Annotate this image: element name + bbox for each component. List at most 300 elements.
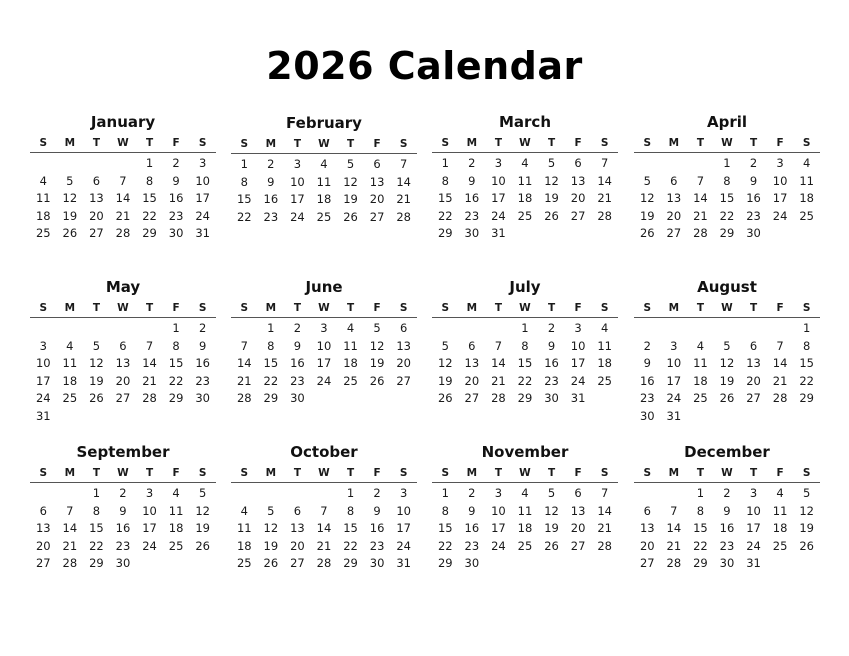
day-cell: 26 (639, 226, 655, 241)
day-cell (512, 225, 539, 243)
day-cell: 25 (343, 373, 358, 388)
day-cell: 21 (142, 373, 157, 388)
day-cell: 23 (168, 208, 184, 223)
weekday-header: F (574, 302, 582, 314)
day-cell: 21 (115, 208, 131, 223)
day-cell: 30 (719, 556, 735, 571)
day-cell: 10 (772, 173, 788, 188)
day-cell: 19 (799, 521, 814, 536)
day-cell: 23 (290, 373, 305, 388)
day-cell: 9 (373, 503, 381, 518)
day-cell: 23 (544, 373, 559, 388)
day-cell: 16 (168, 191, 184, 206)
day-cell: 10 (491, 173, 506, 188)
month-april (634, 112, 820, 243)
weekday-header: M (668, 467, 680, 479)
day-cell (767, 408, 794, 426)
week-row (30, 373, 216, 391)
day-cell: 28 (597, 208, 612, 223)
day-cell: 29 (89, 556, 104, 571)
day-cell: 26 (62, 226, 78, 241)
day-cell: 23 (464, 538, 480, 553)
day-cell: 9 (468, 173, 476, 188)
day-cell: 1 (172, 321, 180, 335)
day-cell: 28 (236, 391, 252, 406)
week-row (432, 225, 618, 243)
day-cell: 12 (343, 174, 358, 189)
day-cell: 21 (491, 373, 506, 388)
day-cell: 3 (293, 157, 302, 171)
day-cell: 28 (597, 538, 612, 553)
week-row (634, 225, 820, 243)
day-cell: 14 (597, 503, 612, 518)
weekday-header: T (346, 138, 355, 150)
day-cell: 20 (666, 208, 682, 223)
day-cell: 20 (115, 373, 131, 388)
day-cell (57, 408, 84, 426)
weekday-header: M (466, 137, 478, 149)
weekday-header: M (64, 302, 76, 314)
week-row (231, 373, 417, 391)
day-cell: 1 (240, 157, 248, 171)
day-cell: 2 (468, 486, 476, 500)
day-cell: 29 (343, 556, 358, 571)
week-row (231, 320, 417, 338)
day-cell: 28 (396, 209, 411, 224)
day-cell: 18 (799, 191, 814, 206)
day-cell: 2 (172, 156, 180, 170)
day-cell: 9 (119, 503, 127, 518)
day-cell (565, 225, 592, 243)
day-cell (30, 485, 57, 503)
day-cell: 3 (494, 156, 503, 170)
day-cell: 25 (597, 373, 612, 388)
day-cell: 15 (799, 356, 814, 371)
day-cell: 4 (240, 503, 248, 518)
day-cell (110, 408, 137, 426)
day-cell: 24 (195, 208, 210, 223)
day-cell (136, 320, 163, 338)
weekday-header: T (696, 137, 704, 149)
weekday-header: W (519, 137, 531, 149)
day-cell: 8 (240, 174, 248, 189)
day-cell (432, 320, 459, 338)
day-cell: 12 (89, 356, 104, 371)
day-cell (83, 155, 110, 173)
weekday-header: S (643, 467, 652, 479)
day-cell: 6 (373, 157, 381, 171)
day-cell (714, 408, 741, 426)
day-cell: 17 (570, 356, 586, 371)
day-cell: 30 (544, 391, 559, 406)
weekday-header-row (30, 134, 216, 153)
day-cell: 18 (343, 356, 358, 371)
week-row (432, 338, 618, 356)
day-cell: 22 (343, 538, 358, 553)
day-cell: 15 (236, 192, 252, 207)
weekday-header: T (92, 467, 100, 479)
weekday-header: W (721, 137, 733, 149)
day-cell: 5 (547, 486, 556, 500)
day-cell: 29 (437, 556, 453, 571)
day-cell (189, 408, 216, 426)
day-cell: 8 (267, 338, 275, 353)
day-cell: 13 (396, 338, 411, 353)
day-cell: 2 (373, 486, 381, 500)
week-row (432, 355, 618, 373)
week-row (30, 555, 216, 573)
weekday-header: S (399, 138, 408, 150)
day-cell: 14 (396, 174, 411, 189)
day-cell: 29 (719, 226, 735, 241)
day-cell: 9 (198, 338, 207, 353)
day-cell: 2 (119, 486, 127, 500)
day-cell: 5 (66, 173, 74, 188)
week-row (432, 538, 618, 556)
weekday-header: M (466, 467, 478, 479)
day-cell: 6 (39, 503, 47, 518)
day-cell: 20 (89, 208, 104, 223)
week-row (30, 190, 216, 208)
day-cell: 21 (772, 373, 788, 388)
day-cell: 25 (168, 538, 184, 553)
day-cell: 4 (802, 156, 811, 170)
day-cell: 23 (746, 208, 761, 223)
week-row (231, 191, 417, 209)
weekday-header: S (399, 302, 408, 314)
week-row (634, 373, 820, 391)
day-cell: 25 (316, 209, 332, 224)
day-cell (485, 555, 512, 573)
day-cell: 17 (746, 521, 761, 536)
day-cell: 19 (544, 191, 559, 206)
weekday-header-row (634, 299, 820, 318)
day-cell: 15 (437, 521, 453, 536)
weekday-header: F (172, 302, 180, 314)
weeks (432, 483, 618, 573)
week-row (30, 390, 216, 408)
day-cell: 7 (696, 173, 705, 188)
day-cell: 21 (316, 538, 332, 553)
day-cell (231, 320, 258, 338)
day-cell: 15 (168, 356, 184, 371)
day-cell: 27 (115, 391, 131, 406)
day-cell (57, 155, 84, 173)
day-cell: 5 (723, 338, 731, 353)
day-cell: 8 (441, 173, 449, 188)
day-cell: 2 (723, 486, 731, 500)
day-cell: 8 (802, 338, 811, 353)
day-cell: 28 (142, 391, 157, 406)
weekday-header: F (776, 467, 784, 479)
weekday-header-row (231, 135, 417, 154)
day-cell: 16 (369, 521, 385, 536)
day-cell: 14 (316, 521, 332, 536)
day-cell: 14 (62, 521, 78, 536)
day-cell: 25 (693, 391, 708, 406)
month-name: September (76, 443, 170, 461)
week-row (634, 408, 820, 426)
day-cell: 11 (517, 173, 533, 188)
week-row (634, 155, 820, 173)
day-cell: 7 (670, 503, 678, 518)
day-cell: 4 (66, 338, 74, 353)
day-cell: 6 (670, 173, 678, 188)
day-cell: 8 (346, 503, 355, 518)
day-cell: 16 (746, 191, 761, 206)
week-row (30, 320, 216, 338)
day-cell: 14 (491, 356, 506, 371)
day-cell: 9 (267, 174, 275, 189)
day-cell: 4 (39, 173, 47, 188)
day-cell: 21 (666, 538, 682, 553)
weekday-header: T (92, 302, 100, 314)
week-row (231, 355, 417, 373)
day-cell: 6 (399, 321, 408, 335)
day-cell: 22 (142, 208, 157, 223)
day-cell: 26 (263, 556, 279, 571)
day-cell (30, 155, 57, 173)
weekday-header: W (117, 467, 129, 479)
day-cell: 16 (639, 373, 655, 388)
day-cell: 4 (346, 321, 355, 335)
week-row (231, 538, 417, 556)
day-cell: 25 (35, 226, 51, 241)
day-cell: 11 (35, 191, 51, 206)
day-cell: 15 (263, 356, 279, 371)
day-cell: 30 (464, 226, 480, 241)
day-cell: 29 (517, 391, 533, 406)
day-cell: 26 (437, 391, 453, 406)
day-cell: 28 (693, 226, 708, 241)
day-cell (485, 320, 512, 338)
day-cell: 3 (145, 486, 154, 500)
day-cell (767, 320, 794, 338)
day-cell: 12 (544, 503, 559, 518)
day-cell: 5 (547, 156, 556, 170)
day-cell: 29 (437, 226, 453, 241)
day-cell: 18 (693, 373, 708, 388)
weekday-header: W (721, 302, 733, 314)
month-october (231, 442, 417, 573)
weekday-header: M (668, 302, 680, 314)
day-cell (793, 555, 820, 573)
day-cell: 1 (92, 486, 101, 500)
weekday-header: S (240, 302, 249, 314)
weekday-header: T (145, 137, 154, 149)
weekday-header: T (696, 302, 704, 314)
day-cell: 17 (142, 521, 157, 536)
day-cell: 20 (746, 373, 761, 388)
day-cell: 27 (639, 556, 655, 571)
day-cell: 16 (263, 192, 279, 207)
day-cell: 1 (696, 486, 705, 500)
day-cell: 19 (719, 373, 735, 388)
weekday-header: T (494, 137, 502, 149)
day-cell: 21 (396, 192, 411, 207)
day-cell: 11 (236, 521, 252, 536)
day-cell: 24 (570, 373, 586, 388)
day-cell: 22 (517, 373, 533, 388)
weekday-header: T (494, 302, 502, 314)
day-cell: 11 (597, 338, 612, 353)
weekday-header: F (373, 467, 381, 479)
day-cell: 16 (290, 356, 305, 371)
week-row (634, 390, 820, 408)
day-cell (57, 485, 84, 503)
day-cell (110, 155, 137, 173)
day-cell (30, 320, 57, 338)
week-row (634, 320, 820, 338)
weekday-header: S (198, 467, 207, 479)
weekday-header-row (30, 464, 216, 483)
day-cell: 31 (666, 408, 682, 423)
day-cell: 19 (343, 192, 358, 207)
week-row (30, 208, 216, 226)
day-cell: 4 (521, 486, 529, 500)
day-cell: 19 (437, 373, 453, 388)
day-cell: 27 (369, 209, 385, 224)
day-cell (565, 555, 592, 573)
day-cell: 11 (316, 174, 332, 189)
day-cell: 3 (494, 486, 503, 500)
weekday-header: M (265, 302, 277, 314)
day-cell: 1 (521, 321, 529, 335)
day-cell: 3 (198, 156, 207, 170)
day-cell (634, 320, 661, 338)
weekday-header: F (776, 137, 784, 149)
day-cell: 12 (263, 521, 279, 536)
day-cell: 28 (491, 391, 506, 406)
day-cell: 5 (373, 321, 381, 335)
day-cell: 20 (369, 192, 385, 207)
day-cell: 15 (517, 356, 533, 371)
weekday-header: F (776, 302, 784, 314)
weekday-header: W (117, 302, 129, 314)
month-name: December (684, 443, 770, 461)
day-cell (337, 390, 364, 408)
day-cell: 10 (142, 503, 157, 518)
week-row (634, 338, 820, 356)
day-cell: 22 (263, 373, 279, 388)
week-row (634, 190, 820, 208)
day-cell: 8 (145, 173, 154, 188)
month-september (30, 442, 216, 573)
week-row (30, 225, 216, 243)
day-cell: 13 (290, 521, 305, 536)
day-cell (258, 485, 285, 503)
day-cell: 27 (89, 226, 104, 241)
day-cell (364, 390, 391, 408)
weekday-header: W (519, 467, 531, 479)
weeks (634, 153, 820, 243)
weekday-header: F (172, 467, 180, 479)
day-cell (163, 555, 190, 573)
month-july (432, 277, 618, 408)
day-cell: 23 (719, 538, 735, 553)
day-cell: 1 (441, 156, 449, 170)
day-cell (661, 320, 688, 338)
day-cell (136, 408, 163, 426)
day-cell: 2 (293, 321, 302, 335)
day-cell: 11 (693, 356, 708, 371)
weeks (231, 483, 417, 573)
day-cell: 11 (799, 173, 814, 188)
day-cell: 13 (570, 173, 586, 188)
weekday-header: S (441, 302, 450, 314)
week-row (634, 538, 820, 556)
month-name: August (697, 278, 757, 296)
week-row (432, 320, 618, 338)
day-cell: 7 (320, 503, 328, 518)
day-cell: 27 (570, 208, 586, 223)
month-name: November (481, 443, 569, 461)
day-cell: 8 (696, 503, 705, 518)
weekday-header: M (265, 467, 277, 479)
day-cell: 2 (468, 156, 476, 170)
day-cell: 22 (437, 208, 453, 223)
month-name: May (105, 278, 141, 296)
day-cell: 26 (544, 208, 559, 223)
weekday-header: T (749, 467, 758, 479)
weekday-header: T (145, 467, 154, 479)
weeks (432, 153, 618, 243)
day-cell: 13 (89, 191, 104, 206)
day-cell (740, 408, 767, 426)
weekday-header: S (600, 137, 609, 149)
day-cell: 20 (639, 538, 655, 553)
day-cell (591, 390, 618, 408)
weekday-header: F (373, 138, 381, 150)
day-cell: 15 (693, 521, 708, 536)
day-cell: 1 (145, 156, 154, 170)
day-cell: 26 (369, 373, 385, 388)
day-cell: 9 (749, 173, 758, 188)
day-cell: 3 (320, 321, 328, 335)
day-cell: 30 (195, 391, 210, 406)
day-cell: 14 (597, 173, 612, 188)
day-cell: 26 (544, 538, 559, 553)
month-march (432, 112, 618, 243)
week-row (634, 355, 820, 373)
month-name: January (90, 113, 156, 131)
day-cell: 10 (570, 338, 586, 353)
day-cell: 13 (35, 521, 51, 536)
day-cell: 16 (719, 521, 735, 536)
day-cell: 17 (491, 521, 506, 536)
day-cell (311, 485, 338, 503)
day-cell: 10 (316, 338, 332, 353)
day-cell: 8 (441, 503, 449, 518)
day-cell: 19 (639, 208, 655, 223)
weekday-header: T (346, 302, 355, 314)
weekday-header: T (547, 467, 556, 479)
day-cell: 7 (119, 173, 127, 188)
day-cell: 22 (799, 373, 814, 388)
weekday-header: F (373, 302, 381, 314)
day-cell: 15 (719, 191, 735, 206)
weekday-header-row (432, 134, 618, 153)
day-cell: 6 (92, 173, 101, 188)
day-cell: 13 (464, 356, 480, 371)
weekday-header: T (293, 302, 301, 314)
weekday-header-row (634, 464, 820, 483)
weekday-header: S (802, 467, 811, 479)
day-cell: 4 (172, 486, 180, 500)
day-cell: 13 (746, 356, 761, 371)
day-cell: 26 (89, 391, 104, 406)
weekday-header: T (494, 467, 502, 479)
